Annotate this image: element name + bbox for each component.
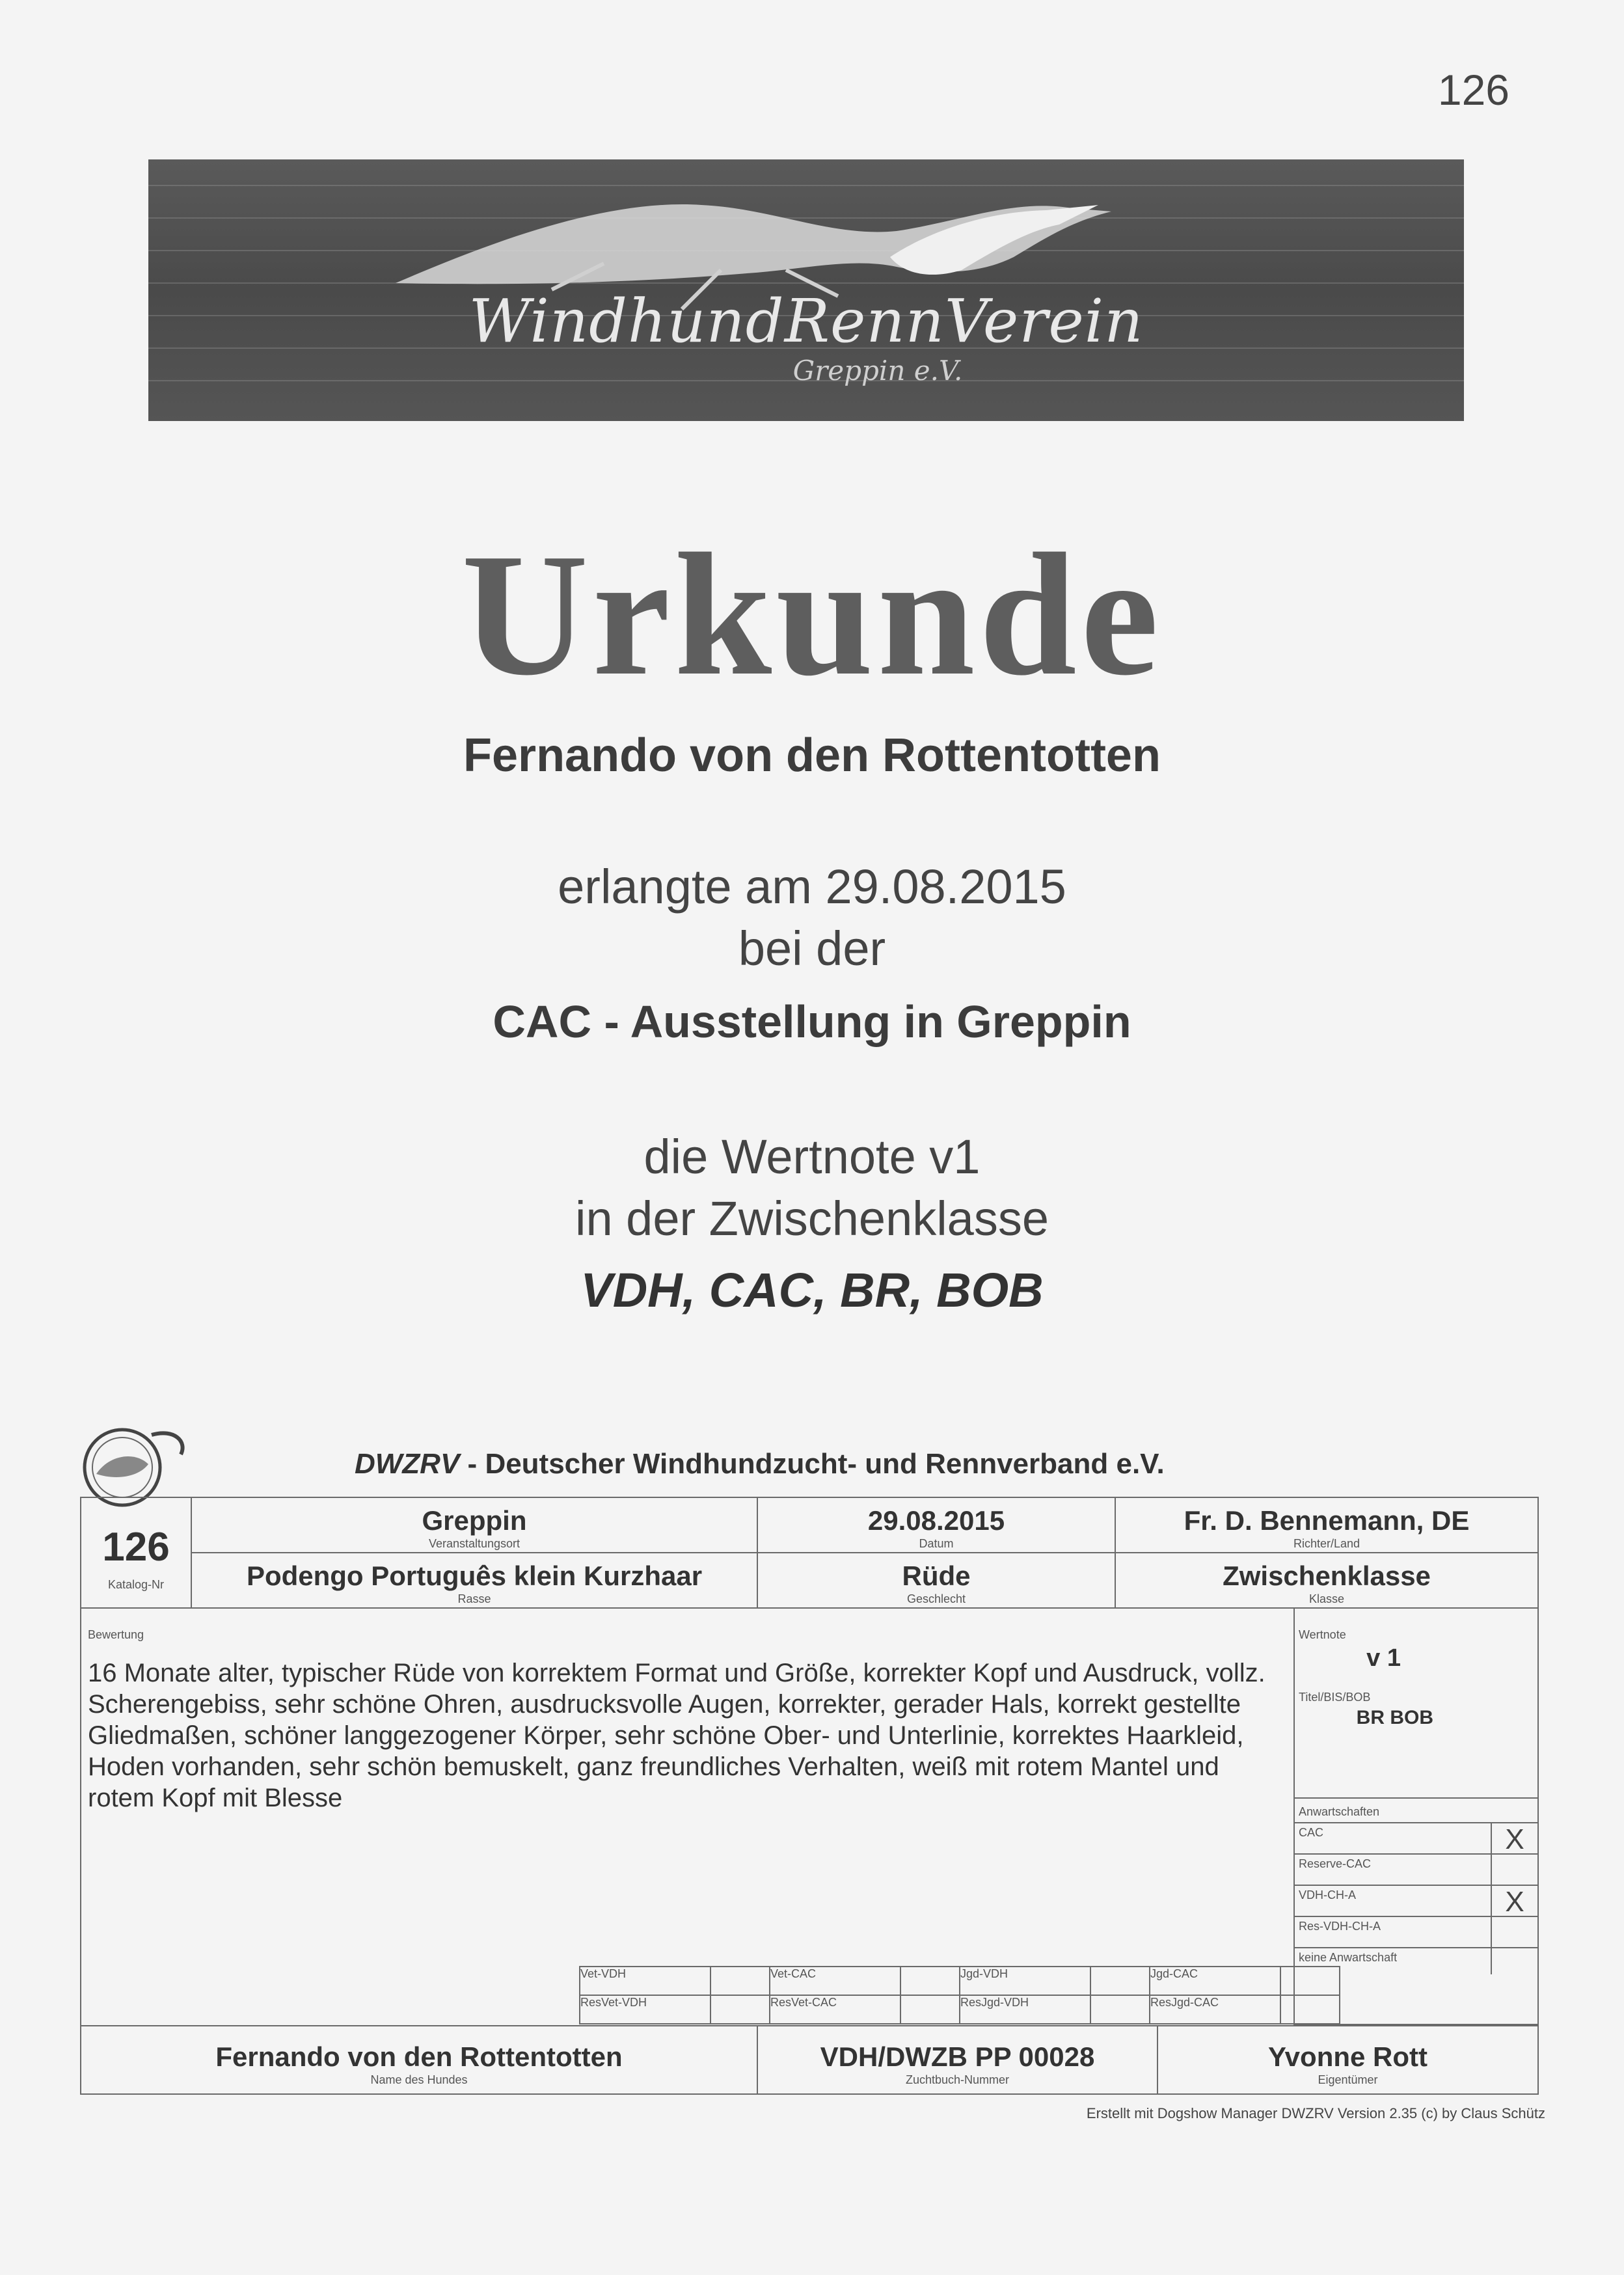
special-resvet-vdh-box [710,1995,770,2024]
catalog-number: 126 [102,1525,170,1570]
stud-book-value: VDH/DWZB PP 00028 [820,2041,1095,2072]
dog-name-cell [81,2026,757,2094]
special-jgd-vdh-box [1090,1967,1150,1995]
date-cell [757,1497,1115,1553]
document-title: Urkunde [461,517,1163,712]
catalog-cell [81,1497,191,1608]
qualification-reserve-cac-mark [1491,1855,1537,1885]
event-name: CAC - Ausstellung in Greppin [493,996,1131,1047]
software-credit: Erstellt mit Dogshow Manager DWZRV Version 2.35 (c) by Claus Schütz [1086,2105,1545,2121]
sex-value: Rüde [902,1560,971,1591]
class-cell [1115,1553,1538,1608]
owner-label: Eigentümer [1318,2073,1378,2086]
owner-cell [1157,2026,1538,2094]
venue-label: Veranstaltungsort [428,1537,521,1550]
qualification-res-vdh-ch-a: Res-VDH-CH-A [1299,1920,1381,1933]
date-value: 29.08.2015 [867,1505,1005,1536]
stud-book-cell [757,2026,1157,2094]
class-line: in der Zwischenklasse [575,1192,1049,1246]
grade-value: v 1 [1366,1644,1401,1672]
special-resvet-vdh: ResVet-VDH [580,1995,710,2024]
assessment-text: 16 Monate alter, typischer Rüde von korrektem Format und Größe, korrekter Kopf und Ausdruck, vollz. Scherengebiss, sehr schöne Ohren, ausdrucksvolle Augen, korrekter, gerader Hals, korrekt gestellte Gliedmaßen, schöner langgezogener Körper, sehr schöne Ober- und Unterlinie, korrektes Haarkleid, Hoden vorhanden, sehr schön bemuskelt, ganz freundliches Verhalten, weiß mit rotem Mantel und rotem Kopf mit Blesse [88,1659,1265,1812]
class-label: Klasse [1308,1592,1345,1605]
club-location: Greppin e.V. [792,355,963,387]
qualification-vdh-ch-a-mark: X [1491,1886,1537,1916]
special-resjgd-cac-box [1280,1995,1340,2024]
breed-label: Rasse [457,1592,491,1605]
owner-value: Yvonne Rott [1267,2041,1428,2072]
special-vet-vdh: Vet-VDH [580,1967,710,1995]
qualification-res-vdh-ch-a-mark [1491,1917,1537,1947]
qualification-none-mark [1491,1948,1537,1974]
date-label: Datum [919,1537,954,1550]
club-name: WindhundRennVerein [468,286,1144,356]
at-the-line: bei der [738,921,886,975]
stud-book-label: Zuchtbuch-Nummer [905,2073,1010,2086]
show-report-card [80,1497,1539,2095]
achievement-date-line: erlangte am 29.08.2015 [558,860,1066,914]
sex-cell [757,1553,1115,1608]
assessment-label: Bewertung [88,1628,144,1641]
qualifications-list [1295,1823,1537,1974]
judge-label: Richter/Land [1293,1537,1360,1550]
grade-line: die Wertnote v1 [643,1130,981,1184]
qualification-vdh-ch-a: VDH-CH-A [1299,1888,1356,1901]
title-value: BR BOB [1356,1707,1433,1728]
qualification-none: keine Anwartschaft [1299,1951,1398,1964]
special-vet-cac-box [900,1967,960,1995]
judge-value: Fr. D. Bennemann, DE [1184,1505,1470,1536]
sex-label: Geschlecht [906,1592,966,1605]
page-number: 126 [1437,66,1509,114]
venue-cell [191,1497,757,1553]
special-jgd-cac: Jgd-CAC [1150,1967,1280,1995]
title-label: Titel/BIS/BOB [1299,1691,1371,1704]
special-resjgd-cac: ResJgd-CAC [1150,1995,1280,2024]
special-classes-grid [579,1966,1340,2024]
organization-full-name: Deutscher Windhundzucht- und Rennverband e.V. [485,1448,1165,1480]
organization-abbreviation: DWZRV [355,1448,460,1480]
class-value: Zwischenklasse [1223,1560,1431,1591]
special-vet-vdh-box [710,1967,770,1995]
qualification-cac-mark: X [1491,1823,1537,1853]
assessment-cell [81,1608,1294,2024]
club-banner [148,159,1464,421]
results-panel [1294,1608,1538,2024]
dog-name-label: Name des Hundes [370,2073,468,2086]
special-resjgd-vdh-box [1090,1995,1150,2024]
titles-awarded: VDH, CAC, BR, BOB [580,1263,1044,1317]
special-resjgd-vdh: ResJgd-VDH [960,1995,1090,2024]
special-resvet-cac: ResVet-CAC [770,1995,900,2024]
special-resvet-cac-box [900,1995,960,2024]
judge-cell [1115,1497,1538,1553]
dog-name-heading: Fernando von den Rottentotten [463,729,1161,782]
organization-name [355,1448,1165,1480]
breed-value: Podengo Português klein Kurzhaar [246,1560,703,1591]
special-jgd-vdh: Jgd-VDH [960,1967,1090,1995]
qualifications-label: Anwartschaften [1295,1799,1537,1823]
venue-value: Greppin [422,1505,527,1536]
dog-name-value: Fernando von den Rottentotten [215,2041,623,2072]
special-vet-cac: Vet-CAC [770,1967,900,1995]
breed-cell [191,1553,757,1608]
qualification-reserve-cac: Reserve-CAC [1299,1857,1372,1870]
qualification-cac: CAC [1299,1826,1324,1839]
grade-label: Wertnote [1299,1628,1346,1641]
organization-separator: - [467,1448,478,1480]
catalog-label: Katalog-Nr [107,1578,165,1591]
